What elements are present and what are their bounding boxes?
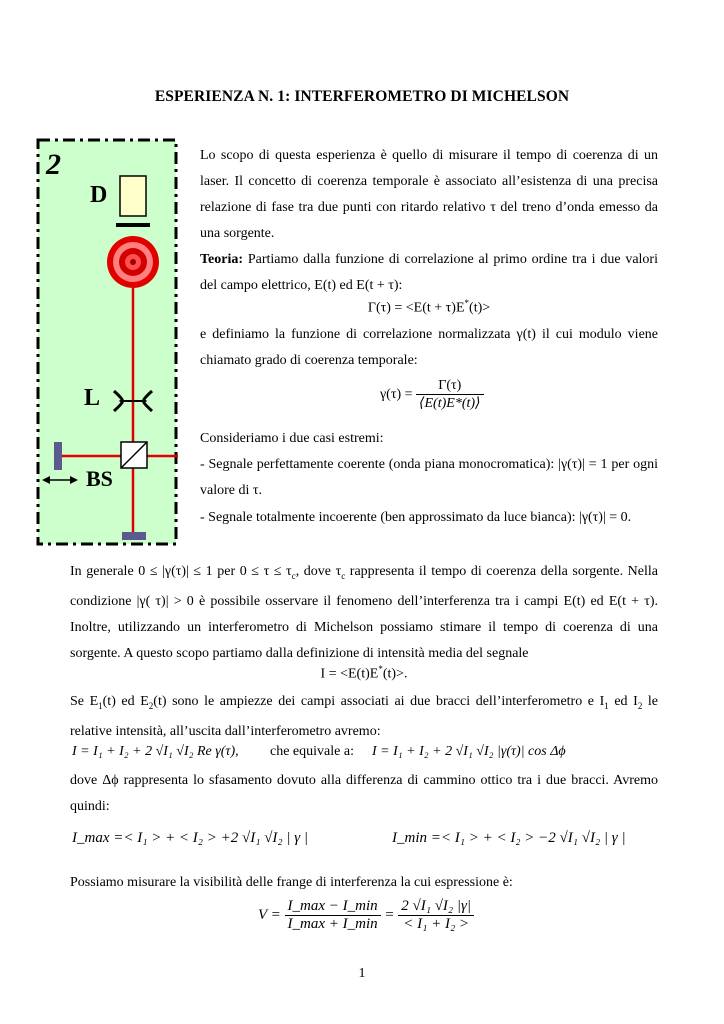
- general-paragraph: In generale 0 ≤ |γ(τ)| ≤ 1 per $0 \le \tau \le \tau_c$, dove $\tau_c$ rappresenta il tempo di coerenza della sorgente. Nella condizione |γ( τ)| > 0 è possibile osservare il fenomeno dell’interferenza tra i campi E(t) ed E(t + τ). Inoltre, utilizzando un interferometro di Michelson possiamo stimare il tempo di coerenza di una sorgente. A questo scopo partiamo dalla definizione di intensità media del segnale: [70, 564, 658, 661]
- label-beamsplitter: BS: [86, 466, 113, 491]
- teoria-label: Teoria:: [200, 252, 244, 267]
- intro-paragraph: Lo scopo di questa esperienza è quello di misurare il tempo di coerenza di un laser. Il concetto di coerenza temporale è associato all’esistenza di una precisa relazione di fase tra due punti con ritardo relativo τ del treno d’onda emesso da una sorgente.: [200, 148, 658, 241]
- teoria-paragraph: Teoria: Partiamo dalla funzione di correlazione al primo ordine tra i due valori del campo elettrico, E(t) ed E(t + τ):: [200, 252, 658, 293]
- equation-interference-cos: I = I₁ + I₂ + 2 √I₁ √I₂ |γ(τ)| cos Δϕ: [372, 744, 566, 759]
- label-detector: D: [90, 182, 108, 208]
- page-number: 1: [358, 966, 366, 981]
- label-lens: L: [84, 385, 101, 411]
- amplitudes-paragraph: Se $E_1(t)$ ed $E_2(t)$ sono le ampiezze dei campi associati ai due bracci dell’interferometro e $I_1$ ed $I_2$ le relative intensità, all’uscita dall’interferometro avremo:: [70, 694, 658, 739]
- equation-interference-re: I = I₁ + I₂ + 2 √I₁ √I₂ Re γ(τ),: [72, 744, 239, 759]
- equation-visibility: V = $\frac{I\_\max - I\_\min}{I\_\max + I\_\min}$ = $\frac{\text{2 √I₁ √I₂ |γ|}}{\text{< I₁ + I₂ >}}$: [258, 898, 474, 933]
- equation-gamma-normalized: γ(τ) = $\frac{\Gamma(\tau)}{⟨E(t)E*(t)⟩}$: [380, 378, 484, 412]
- equation-imax: I_max =< I₁ > + < I₂ > +2 √I₁ √I₂ | γ |: [72, 830, 309, 846]
- equation-intensity: I = <E(t)E*(t)>.: [320, 664, 408, 682]
- mirror-bottom: [122, 532, 146, 540]
- mirror-left: [54, 442, 62, 470]
- equation-equivalent-label: che equivale a:: [270, 744, 354, 759]
- detector-shape: [120, 176, 146, 216]
- page-title: ESPERIENZA N. 1: INTERFEROMETRO DI MICHELSON: [154, 88, 570, 105]
- cases-intro: Consideriamo i due casi estremi:: [200, 431, 384, 446]
- equation-imin: I_min =< I₁ > + < I₂ > −2 √I₁ √I₂ | γ |: [392, 830, 626, 846]
- figure-number: 2: [46, 148, 61, 181]
- definition-paragraph: e definiamo la funzione di correlazione normalizzata γ(t) il cui modulo viene chiamato grado di coerenza temporale:: [200, 327, 658, 368]
- visibility-paragraph: Possiamo misurare la visibilità delle frange di interferenza la cui espressione è:: [70, 875, 513, 890]
- phase-paragraph: dove Δϕ rappresenta lo sfasamento dovuto alla differenza di cammino ottico tra i due bracci. Avremo quindi:: [70, 773, 658, 814]
- coherent-case: - Segnale perfettamente coerente (onda piana monocromatica): |γ(τ)| = 1 per ogni valore di τ.: [200, 457, 658, 498]
- equation-gamma-big: Γ(τ) = <E(t + τ)E*(t)>: [367, 298, 491, 316]
- incoherent-case: - Segnale totalmente incoerente (ben approssimato da luce bianca): |γ(τ)| = 0.: [200, 510, 632, 525]
